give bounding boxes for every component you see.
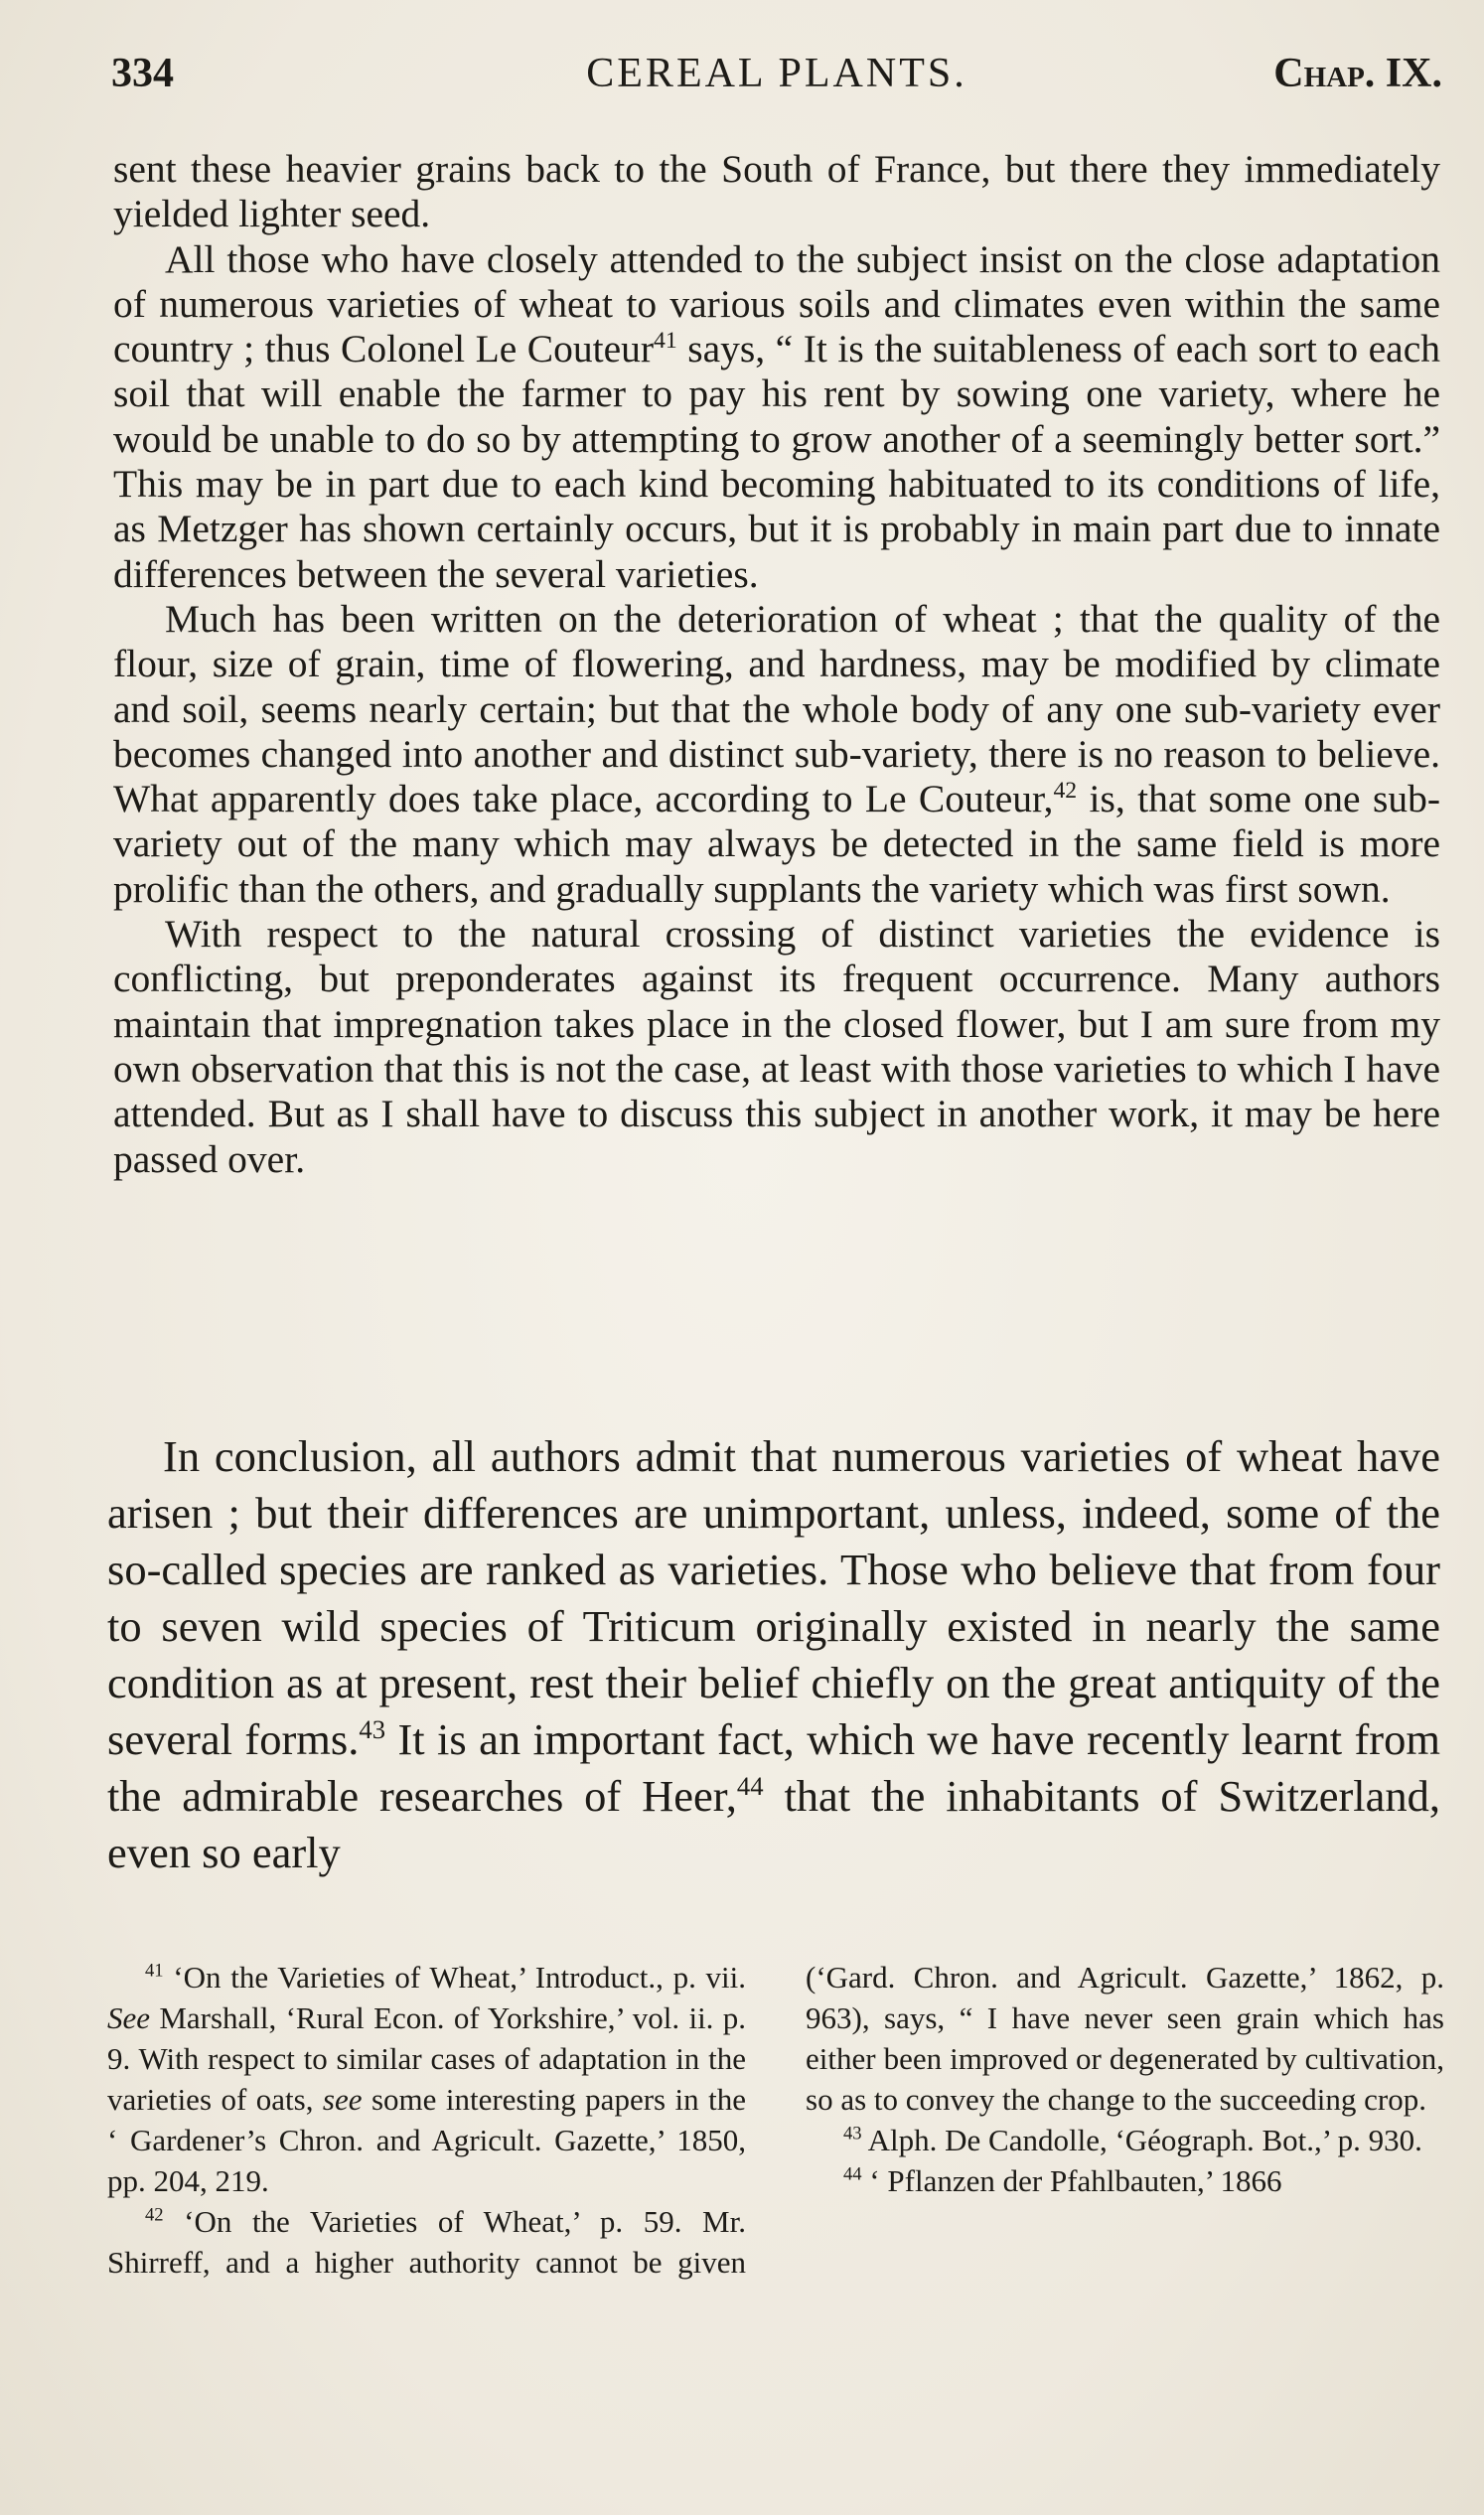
footnote-42: $^{42}$ ‘On the Varieties of Wheat,’ p. 59. Mr. Shirreff, and a higher authority cannot be given (‘Gard. Chron. and Agricult. Gazette,’ 1862, p. 963), says, “ I have never seen grain which has either been improved or degenerated by cultivation, so as to convey the change to the succeeding crop. xyxy=(107,1960,1444,2280)
paragraph-deterioration: Much has been written on the deterioration of wheat ; that the quality of the flour, size of grain, time of flowering, and hardness, may be modified by climate and soil, seems nearly certain; but that the whole body of any one sub-variety ever becomes changed into another and distinct sub-variety, there is no reason to believe. What apparently does take place, according to Le Couteur,$^{42}$ is, that some one sub-variety out of the many which may always be detected in the same field is more prolific than the others, and gradually supplants the variety which was first sown. xyxy=(113,596,1440,911)
summary-text xyxy=(107,1428,1440,1881)
running-head: CEREAL PLANTS. xyxy=(586,51,967,96)
chapter-label: Chap. IX. xyxy=(1273,51,1442,96)
page-number: 334 xyxy=(111,51,174,96)
footnote-41: $^{41}$ ‘On the Varieties of Wheat,’ Introduct., p. vii. See Marshall, ‘Rural Econ. of Yorkshire,’ vol. ii. p. 9. With respect to similar cases of adaptation in the varieties of oats, see some interesting papers in the ‘ Gardener’s Chron. and Agricult. Gazette,’ 1850, pp. 204, 219. xyxy=(107,1960,746,2198)
paragraph-continuation: sent these heavier grains back to the South of France, but there they immediately yielded lighter seed. xyxy=(113,147,1440,236)
footnote-ref-41: 41 xyxy=(654,328,677,355)
paragraph-adaptation: All those who have closely attended to the subject insist on the close adaptation of numerous varieties of wheat to various soils and climates even within the same country ; thus Colonel Le Couteur$^{41}$ says, “ It is the suitableness of each sort to each soil that will enable the farmer to pay his rent by sowing one variety, where he would be unable to do so by attempting to grow another of a seemingly better sort.” This may be in part due to each kind becoming habituated to its conditions of life, as Metzger has shown certainly occurs, but it is probably in main part due to innate differences between the several varieties. xyxy=(113,236,1440,596)
footnote-ref-44: 44 xyxy=(736,1771,764,1802)
footnote-44: $^{44}$ ‘ Pflanzen der Pfahlbauten,’ 1866 xyxy=(843,2163,1282,2198)
main-text xyxy=(113,147,1440,1182)
page-header xyxy=(111,50,1442,109)
footnote-ref-43: 43 xyxy=(359,1714,386,1745)
footnote-43: $^{43}$ Alph. De Candolle, ‘Géograph. Bot.,’ p. 930. xyxy=(843,2123,1422,2157)
footnotes xyxy=(107,1957,1444,2283)
paragraph-crossing: With respect to the natural crossing of distinct varieties the evidence is conflicting, but preponderates against its frequent occurrence. Many authors maintain that impregnation takes place in the closed flower, but I am sure from my own observation that this is not the case, at least with those varieties to which I have attended. But as I shall have to discuss this subject in another work, it may be here passed over. xyxy=(113,912,1440,1181)
paragraph-conclusion: In conclusion, all authors admit that numerous varieties of wheat have arisen ; but their differences are unimportant, unless, indeed, some of the so-called species are ranked as varieties. Those who believe that from four to seven wild species of Triticum originally existed in nearly the same condition as at present, rest their belief chiefly on the great antiquity of the several forms.$^{43}$ It is an important fact, which we have recently learnt from the admirable researches of Heer,$^{44}$ that the inhabitants of Switzerland, even so early xyxy=(107,1431,1441,1877)
footnote-ref-42: 42 xyxy=(1053,778,1078,804)
